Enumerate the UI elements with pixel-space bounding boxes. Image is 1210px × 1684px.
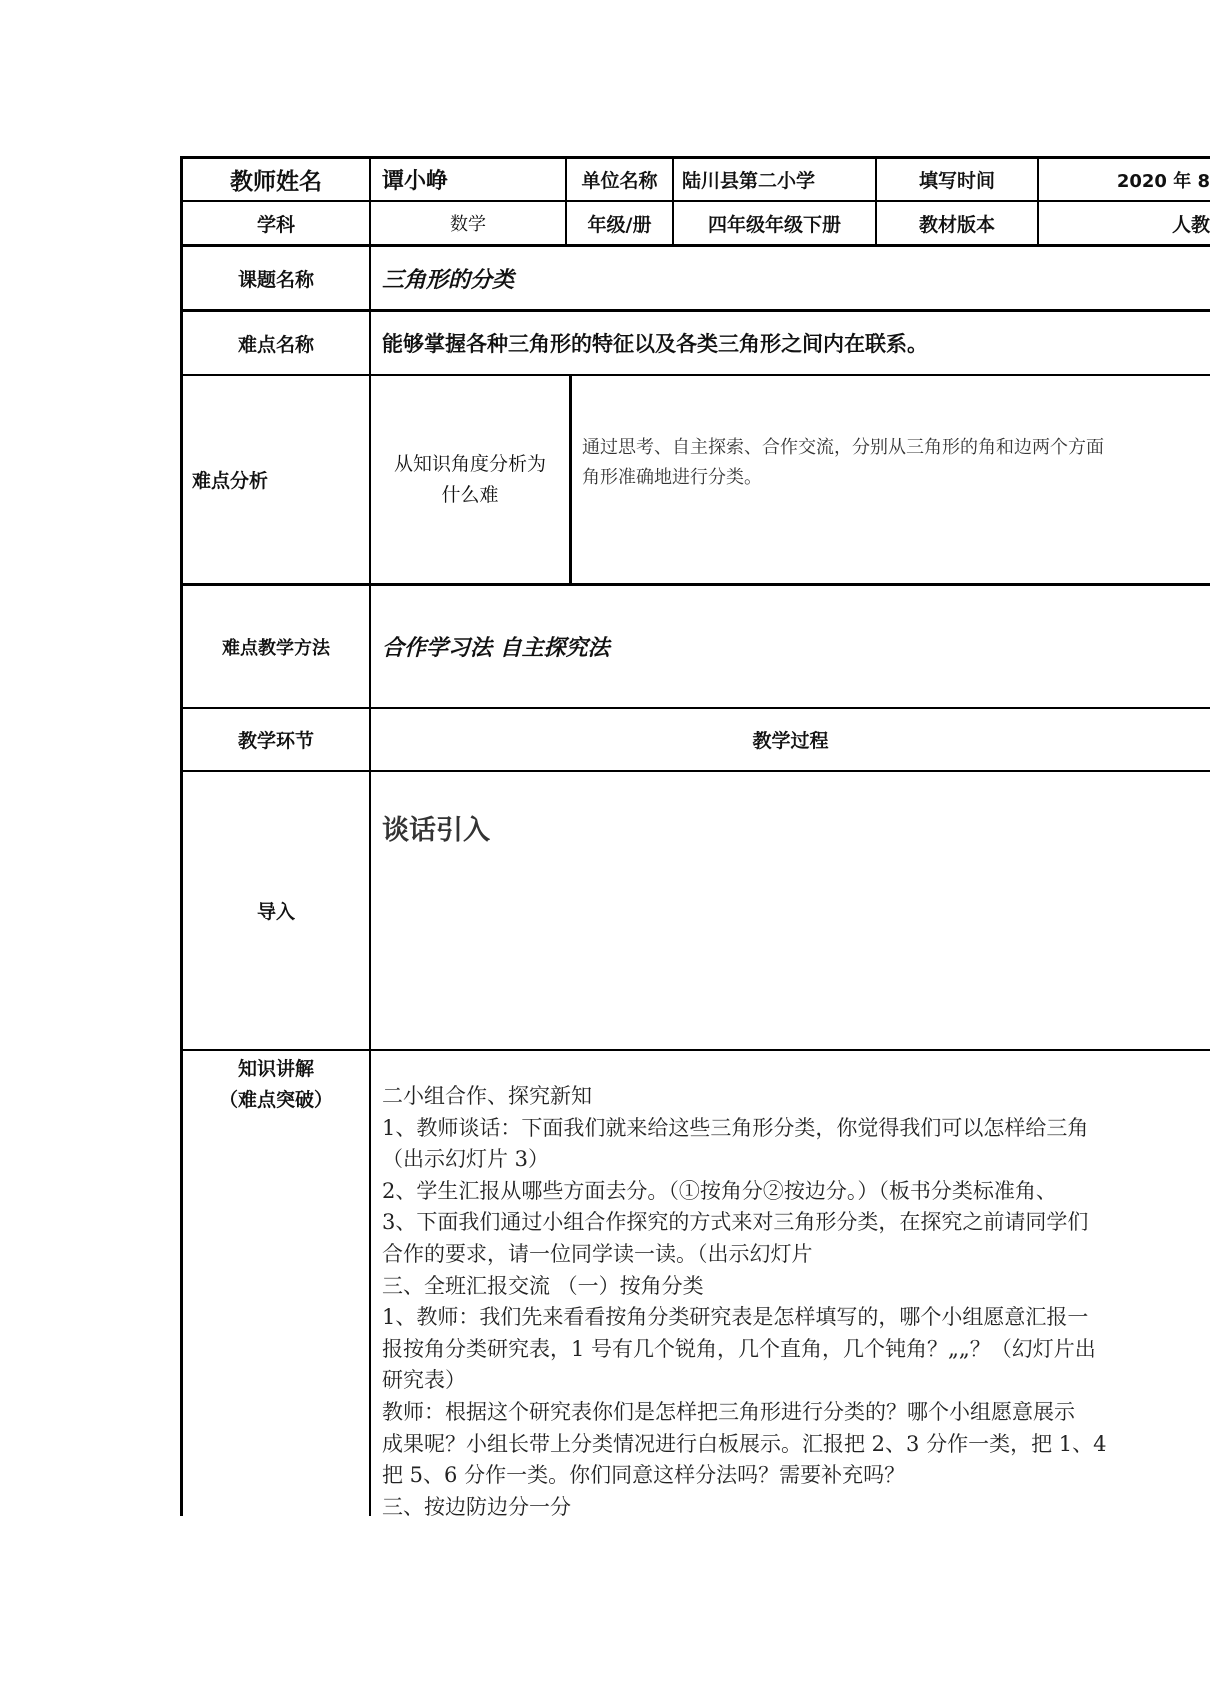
row-divider-8	[180, 1049, 1210, 1051]
knowledge-label-line-1: 知识讲解	[237, 1058, 314, 1080]
knowledge-label-line-2: （难点突破）	[218, 1089, 333, 1111]
analysis-text-line-1: 通过思考、自主探索、合作交流，分别从三角形的角和边两个方面	[582, 437, 1104, 458]
knowledge-line-5: 3、下面我们通过小组合作探究的方式来对三角形分类，在探究之前请同学们	[382, 1210, 1089, 1235]
grade-value: 四年级年级下册	[707, 213, 841, 236]
analysis-label: 难点分析	[192, 470, 269, 492]
knowledge-line-9: 报按角分类研究表，1 号有几个锐角，几个直角，几个钝角？„„？（幻灯片出	[382, 1336, 1096, 1361]
method-value: 合作学习法 自主探究法	[382, 636, 610, 661]
knowledge-line-4: 2、学生汇报从哪些方面去分。（①按角分②按边分。）（板书分类标准角、	[382, 1178, 1057, 1203]
teacher-name-label: 教师姓名	[230, 169, 322, 195]
divider-label-column	[369, 156, 371, 1516]
knowledge-line-12: 成果呢？小组长带上分类情况进行白板展示。汇报把 2、3 分作一类，把 1、4	[382, 1431, 1107, 1456]
unit-name-label: 单位名称	[581, 170, 658, 192]
unit-name-value: 陆川县第二小学	[682, 170, 816, 192]
difficulty-value: 能够掌握各种三角形的特征以及各类三角形之间内在联系。	[382, 332, 928, 356]
difficulty-label: 难点名称	[237, 333, 314, 356]
intro-label: 导入	[256, 901, 295, 923]
analysis-text-line-2: 角形准确地进行分类。	[582, 467, 762, 488]
knowledge-line-3: （出示幻灯片 3）	[382, 1147, 550, 1172]
knowledge-line-14: 三、按边防边分一分	[382, 1494, 571, 1519]
intro-title: 谈话引入	[382, 815, 490, 846]
divider-analysis	[569, 375, 572, 584]
method-label: 难点教学方法	[222, 637, 330, 659]
knowledge-line-11: 教师：根据这个研究表你们是怎样把三角形进行分类的？哪个小组愿意展示	[382, 1399, 1075, 1424]
topic-value: 三角形的分类	[382, 267, 515, 293]
fill-date-value: 2020 年 8	[1116, 170, 1210, 192]
subject-value: 数学	[450, 214, 486, 235]
knowledge-line-7: 三、全班汇报交流 （一）按角分类	[382, 1273, 704, 1298]
teaching-process-label: 教学过程	[752, 730, 829, 752]
knowledge-line-6: 合作的要求，请一位同学读一读。（出示幻灯片	[382, 1241, 813, 1266]
lesson-plan-table	[180, 156, 1210, 1519]
teacher-name-value: 谭小峥	[382, 169, 449, 194]
knowledge-line-1: 二小组合作、探究新知	[382, 1084, 592, 1108]
knowledge-line-8: 1、教师：我们先来看看按角分类研究表是怎样填写的，哪个小组愿意汇报一	[382, 1305, 1089, 1330]
edition-value: 人教	[1171, 213, 1210, 236]
analysis-sub-label-line-1: 从知识角度分析为	[393, 452, 546, 475]
knowledge-label	[183, 1054, 369, 1124]
topic-label: 课题名称	[237, 268, 314, 291]
analysis-sub-label-line-2: 什么难	[441, 483, 499, 506]
analysis-sub-label	[371, 376, 569, 583]
knowledge-line-10: 研究表）	[382, 1368, 466, 1393]
edition-label: 教材版本	[918, 213, 995, 236]
knowledge-line-2: 1、教师谈话：下面我们就来给这些三角形分类，你觉得我们可以怎样给三角	[382, 1115, 1089, 1140]
knowledge-line-13: 把 5、6 分作一类。你们同意这样分法吗？需要补充吗？	[382, 1463, 906, 1488]
teaching-stage-label: 教学环节	[237, 730, 314, 752]
subject-label: 学科	[256, 213, 295, 236]
grade-label: 年级/册	[587, 213, 652, 236]
knowledge-content	[382, 1081, 1210, 1521]
analysis-text	[582, 433, 1210, 513]
fill-date-label: 填写时间	[918, 170, 995, 192]
